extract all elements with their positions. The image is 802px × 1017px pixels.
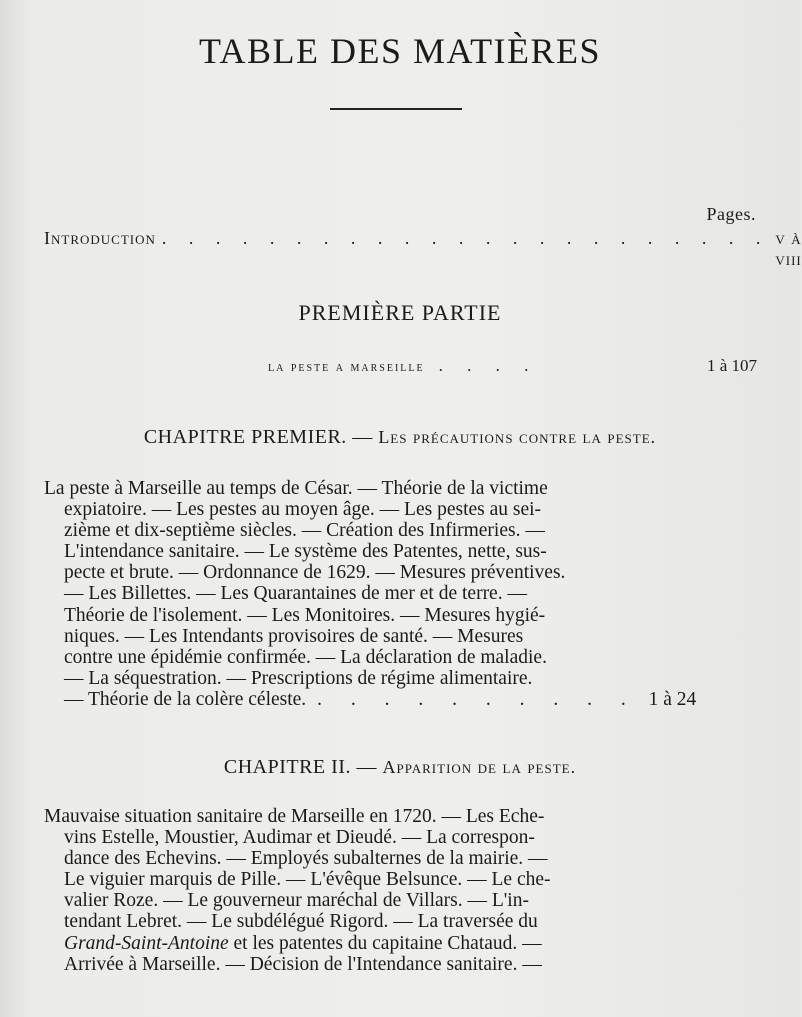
- summary-line-italic: [44, 933, 704, 954]
- ship-name: Grand-Saint-Antoine: [64, 932, 229, 954]
- summary-line-rest: et les patentes du capitaine Chataud. —: [228, 932, 542, 954]
- toc-entry-part[interactable]: [268, 356, 757, 376]
- summary-line: Théorie de l'isolement. — Les Monitoires. — Mesures hygié-: [64, 604, 546, 626]
- summary-line: contre une épidémie confirmée. — La déclaration de maladie.: [64, 646, 547, 668]
- leader-dots: . . . . . . . . . . . . . . . . . . . . . . .: [161, 228, 770, 248]
- summary-line: Arrivée à Marseille. — Décision de l'Intendance sanitaire. —: [64, 953, 542, 975]
- title-rule: [330, 108, 462, 110]
- pages-label: Pages.: [706, 204, 756, 224]
- chapter-2-summary: [44, 806, 704, 975]
- chapter-1-summary: [44, 478, 704, 710]
- summary-line: Mauvaise situation sanitaire de Marseille en 1720. — Les Eche-: [44, 806, 545, 827]
- chapter-1-pages: 1 à 24: [648, 688, 697, 710]
- part-subtitle: la peste a marseille: [268, 360, 425, 375]
- leader-dots: . . . .: [438, 356, 539, 375]
- page-title: TABLE DES MATIÈRES: [198, 31, 602, 71]
- summary-line: pecte et brute. — Ordonnance de 1629. — Mesures préventives.: [64, 562, 566, 584]
- summary-line: expiatoire. — Les pestes au moyen âge. — Les pestes au sei-: [64, 499, 542, 521]
- summary-line: L'intendance sanitaire. — Le système des Patentes, nette, sus-: [64, 541, 547, 563]
- summary-line: — Les Billettes. — Les Quarantaines de mer et de terre. —: [64, 583, 527, 605]
- introduction-pages: v à viii: [775, 228, 802, 269]
- introduction-label: Introduction: [44, 228, 156, 248]
- summary-line: tendant Lebret. — Le subdélégué Rigord. — La traversée du: [64, 911, 538, 933]
- summary-line: niques. — Les Intendants provisoires de santé. — Mesures: [64, 625, 524, 647]
- summary-line: Le viguier marquis de Pille. — L'évêque Belsunce. — Le che-: [64, 869, 551, 891]
- summary-line: — La séquestration. — Prescriptions de régime alimentaire.: [64, 667, 533, 689]
- leader-dots: . . . . . . . . . .: [317, 688, 638, 710]
- summary-line: dance des Echevins. — Employés subalternes de la mairie. —: [64, 848, 548, 870]
- summary-line: La peste à Marseille au temps de César. — Théorie de la victime: [44, 478, 548, 499]
- chapter-2-heading[interactable]: [0, 756, 800, 779]
- toc-entry-introduction[interactable]: [44, 228, 802, 269]
- chapter-1-heading[interactable]: [0, 426, 800, 449]
- chapter-2-label: CHAPITRE II. —: [223, 756, 377, 778]
- summary-line: vins Estelle, Moustier, Audimar et Dieudé. — La correspon-: [64, 827, 535, 849]
- chapter-1-subtitle: Les précautions contre la peste.: [378, 427, 657, 447]
- summary-line: zième et dix-septième siècles. — Création des Infirmeries. —: [64, 520, 545, 542]
- part-pages: 1 à 107: [706, 356, 757, 375]
- summary-last-line: [44, 689, 780, 710]
- summary-line: — Théorie de la colère céleste.: [64, 688, 307, 710]
- part-title: PREMIÈRE PARTIE: [298, 300, 502, 325]
- chapter-1-label: CHAPITRE PREMIER. —: [143, 426, 373, 448]
- summary-line: valier Roze. — Le gouverneur maréchal de Villars. — L'in-: [64, 890, 529, 912]
- chapter-2-subtitle: Apparition de la peste.: [382, 757, 577, 777]
